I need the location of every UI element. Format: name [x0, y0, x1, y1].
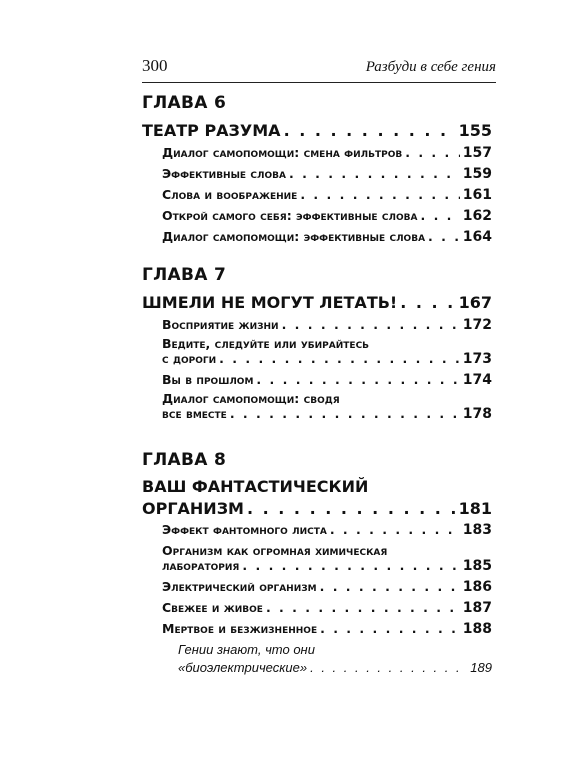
toc-entry-text: Свежее и живое [162, 600, 263, 615]
toc-title: ШМЕЛИ НЕ МОГУТ ЛЕТАТЬ! [142, 293, 398, 312]
leader-dots [300, 187, 459, 202]
toc-entry-page: 188 [462, 621, 492, 637]
leader-dots [266, 600, 460, 615]
toc-entry[interactable] [162, 558, 492, 574]
toc-entry-page: 185 [462, 558, 492, 574]
toc-entry-page: 161 [462, 187, 492, 203]
toc-entry[interactable] [178, 660, 492, 675]
toc-entry-text: лаборатория [162, 558, 240, 573]
toc-entry-line1: Ведите, следуйте или убирайтесь [162, 336, 370, 351]
toc-entry-page: 189 [470, 660, 492, 675]
leader-dots [284, 121, 456, 140]
leader-dots [310, 660, 467, 675]
toc-entry[interactable] [162, 351, 492, 367]
leader-dots [320, 579, 460, 594]
toc-entry-text: Восприятие жизни [162, 317, 279, 332]
page-header [142, 54, 496, 83]
toc-chapter-title[interactable] [142, 499, 492, 518]
toc-entry[interactable] [162, 522, 492, 538]
toc-entry[interactable] [162, 166, 492, 182]
toc-entry-page: 159 [462, 166, 492, 182]
toc-entry-text: с дороги [162, 351, 217, 366]
leader-dots [256, 372, 459, 387]
leader-dots [428, 229, 460, 244]
toc-entry[interactable] [162, 579, 492, 595]
toc-entry[interactable] [162, 406, 492, 422]
leader-dots [247, 499, 456, 518]
toc-entry[interactable] [162, 229, 492, 245]
toc-entry[interactable] [162, 145, 492, 161]
toc-entry-page: 162 [462, 208, 492, 224]
toc-entry-line1: Организм как огромная химическая [162, 543, 388, 558]
toc-entry-page: 186 [462, 579, 492, 595]
leader-dots [289, 166, 460, 181]
toc-entry-text: Эффект фантомного листа [162, 522, 327, 537]
leader-dots [282, 317, 460, 332]
chapter-label: ГЛАВА 6 [142, 93, 227, 113]
leader-dots [400, 293, 455, 312]
toc-entry-page: 164 [462, 229, 492, 245]
toc-entry-text: Эффективные слова [162, 166, 286, 181]
leader-dots [230, 406, 460, 421]
toc-entry-text: Открой самого себя: эффективные слова [162, 208, 418, 223]
toc-entry-text: все вместе [162, 406, 227, 421]
toc-entry[interactable] [162, 600, 492, 616]
leader-dots [330, 522, 460, 537]
leader-dots [219, 351, 460, 366]
toc-entry-text: Мертвое и безжизненное [162, 621, 318, 636]
toc-entry-page: 173 [462, 351, 492, 367]
toc-title: ОРГАНИЗМ [142, 499, 244, 518]
toc-entry-text: Диалог самопомощи: смена фильтров [162, 145, 403, 160]
toc-entry-text: Диалог самопомощи: эффективные слова [162, 229, 426, 244]
toc-entry-page: 183 [462, 522, 492, 538]
leader-dots [405, 145, 460, 160]
toc-title: ТЕАТР РАЗУМА [142, 121, 281, 140]
leader-dots [242, 558, 459, 573]
toc-entry-page: 157 [462, 145, 492, 161]
toc-entry[interactable] [162, 621, 492, 637]
toc-entry-line1: Гении знают, что они [178, 642, 315, 657]
toc-entry[interactable] [162, 317, 492, 333]
page-number: 300 [142, 56, 168, 75]
toc-entry-page: 172 [462, 317, 492, 333]
toc-entry-page: 187 [462, 600, 492, 616]
toc-entry-text: Слова и воображение [162, 187, 298, 202]
toc-page: 155 [458, 121, 492, 140]
toc-chapter-title-line1: ВАШ ФАНТАСТИЧЕСКИЙ [142, 477, 369, 496]
toc-entry-page: 174 [462, 372, 492, 388]
toc-entry-page: 178 [462, 406, 492, 422]
toc-entry[interactable] [162, 187, 492, 203]
toc-entry-text: «биоэлектрические» [178, 660, 308, 675]
toc-chapter-title[interactable] [142, 293, 492, 312]
toc-entry[interactable] [162, 372, 492, 388]
toc-page: 181 [458, 499, 492, 518]
toc-page: 167 [458, 293, 492, 312]
leader-dots [420, 208, 459, 223]
toc-entry-line1: Диалог самопомощи: сводя [162, 391, 340, 406]
running-title: Разбуди в себе гения [365, 59, 496, 75]
chapter-label: ГЛАВА 8 [142, 450, 227, 470]
toc-entry-text: Вы в прошлом [162, 372, 254, 387]
toc-entry[interactable] [162, 208, 492, 224]
leader-dots [320, 621, 460, 636]
toc-entry-text: Электрический организм [162, 579, 317, 594]
toc-chapter-title[interactable] [142, 121, 492, 140]
chapter-label: ГЛАВА 7 [142, 265, 227, 285]
